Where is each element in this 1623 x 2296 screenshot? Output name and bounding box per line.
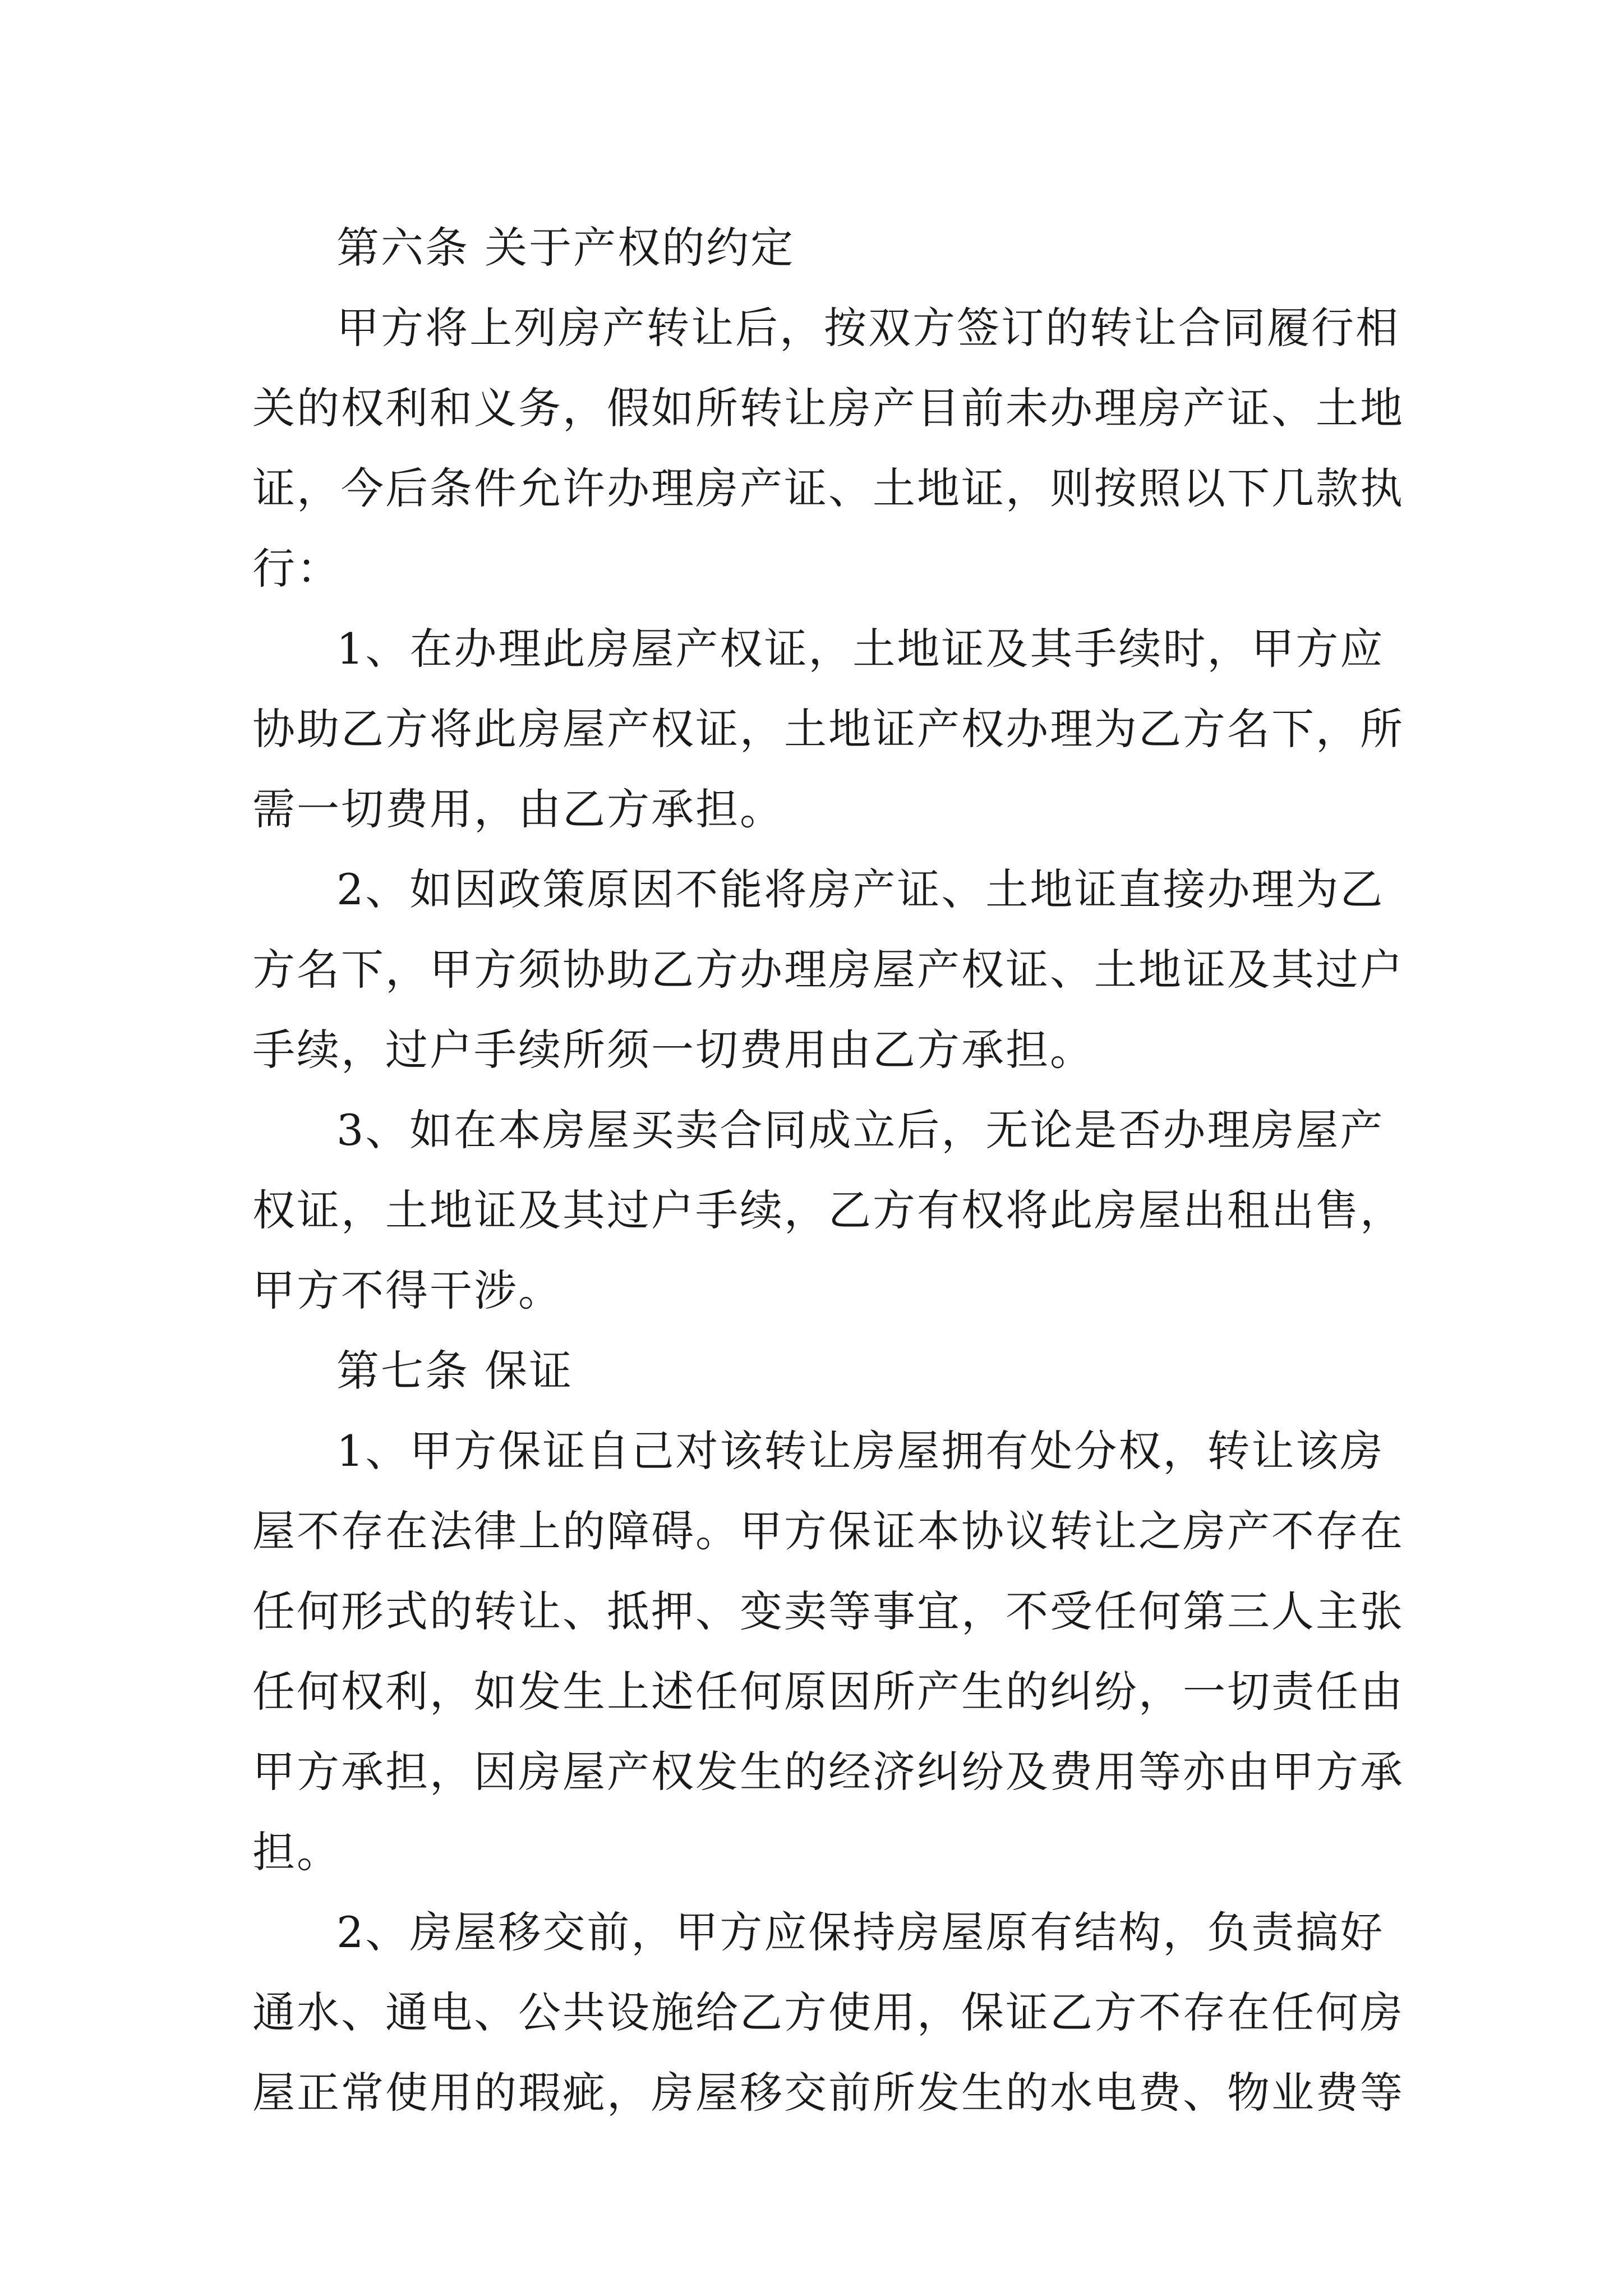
clause-line: 2、房屋移交前，甲方应保持房屋原有结构，负责搞好 — [336, 1907, 1385, 1957]
clause-line: 屋不存在法律上的障碍。甲方保证本协议转让之房产不存在 — [252, 1506, 1404, 1556]
clause-line: 任何形式的转让、抵押、变卖等事宜，不受任何第三人主张 — [252, 1586, 1404, 1636]
clause-line: 协助乙方将此房屋产权证，土地证产权办理为乙方名下，所 — [252, 704, 1404, 754]
document-body — [252, 208, 1404, 2133]
clause-line: 甲方不得干涉。 — [252, 1266, 562, 1315]
paragraph-line: 证，今后条件允许办理房产证、土地证，则按照以下几款执 — [252, 463, 1404, 513]
clause-line: 1、在办理此房屋产权证，土地证及其手续时，甲方应 — [336, 624, 1385, 674]
clause-line: 手续，过户手续所须一切费用由乙方承担。 — [252, 1025, 1094, 1075]
clause-line: 任何权利，如发生上述任何原因所产生的纠纷，一切责任由 — [252, 1667, 1404, 1717]
clause-line: 2、如因政策原因不能将房产证、土地证直接办理为乙 — [336, 864, 1385, 914]
paragraph-line: 甲方将上列房产转让后，按双方签订的转让合同履行相 — [336, 303, 1400, 353]
section-heading-article-7: 第七条 保证 — [336, 1346, 574, 1396]
section-heading-article-6: 第六条 关于产权的约定 — [336, 223, 795, 273]
clause-line: 担。 — [252, 1827, 341, 1877]
clause-line: 权证，土地证及其过户手续，乙方有权将此房屋出租出售， — [252, 1185, 1404, 1235]
clause-line: 需一切费用，由乙方承担。 — [252, 784, 784, 834]
paragraph-line: 关的权利和义务，假如所转让房产目前未办理房产证、土地 — [252, 383, 1404, 433]
clause-line: 屋正常使用的瑕疵，房屋移交前所发生的水电费、物业费等 — [252, 2068, 1404, 2118]
clause-line: 甲方承担，因房屋产权发生的经济纠纷及费用等亦由甲方承 — [252, 1747, 1404, 1797]
clause-line: 3、如在本房屋买卖合同成立后，无论是否办理房屋产 — [336, 1105, 1385, 1155]
clause-line: 1、甲方保证自己对该转让房屋拥有处分权，转让该房 — [336, 1426, 1385, 1476]
clause-line: 方名下，甲方须协助乙方办理房屋产权证、土地证及其过户 — [252, 945, 1404, 995]
clause-line: 通水、通电、公共设施给乙方使用，保证乙方不存在任何房 — [252, 1987, 1404, 2037]
paragraph-line: 行： — [252, 544, 341, 593]
